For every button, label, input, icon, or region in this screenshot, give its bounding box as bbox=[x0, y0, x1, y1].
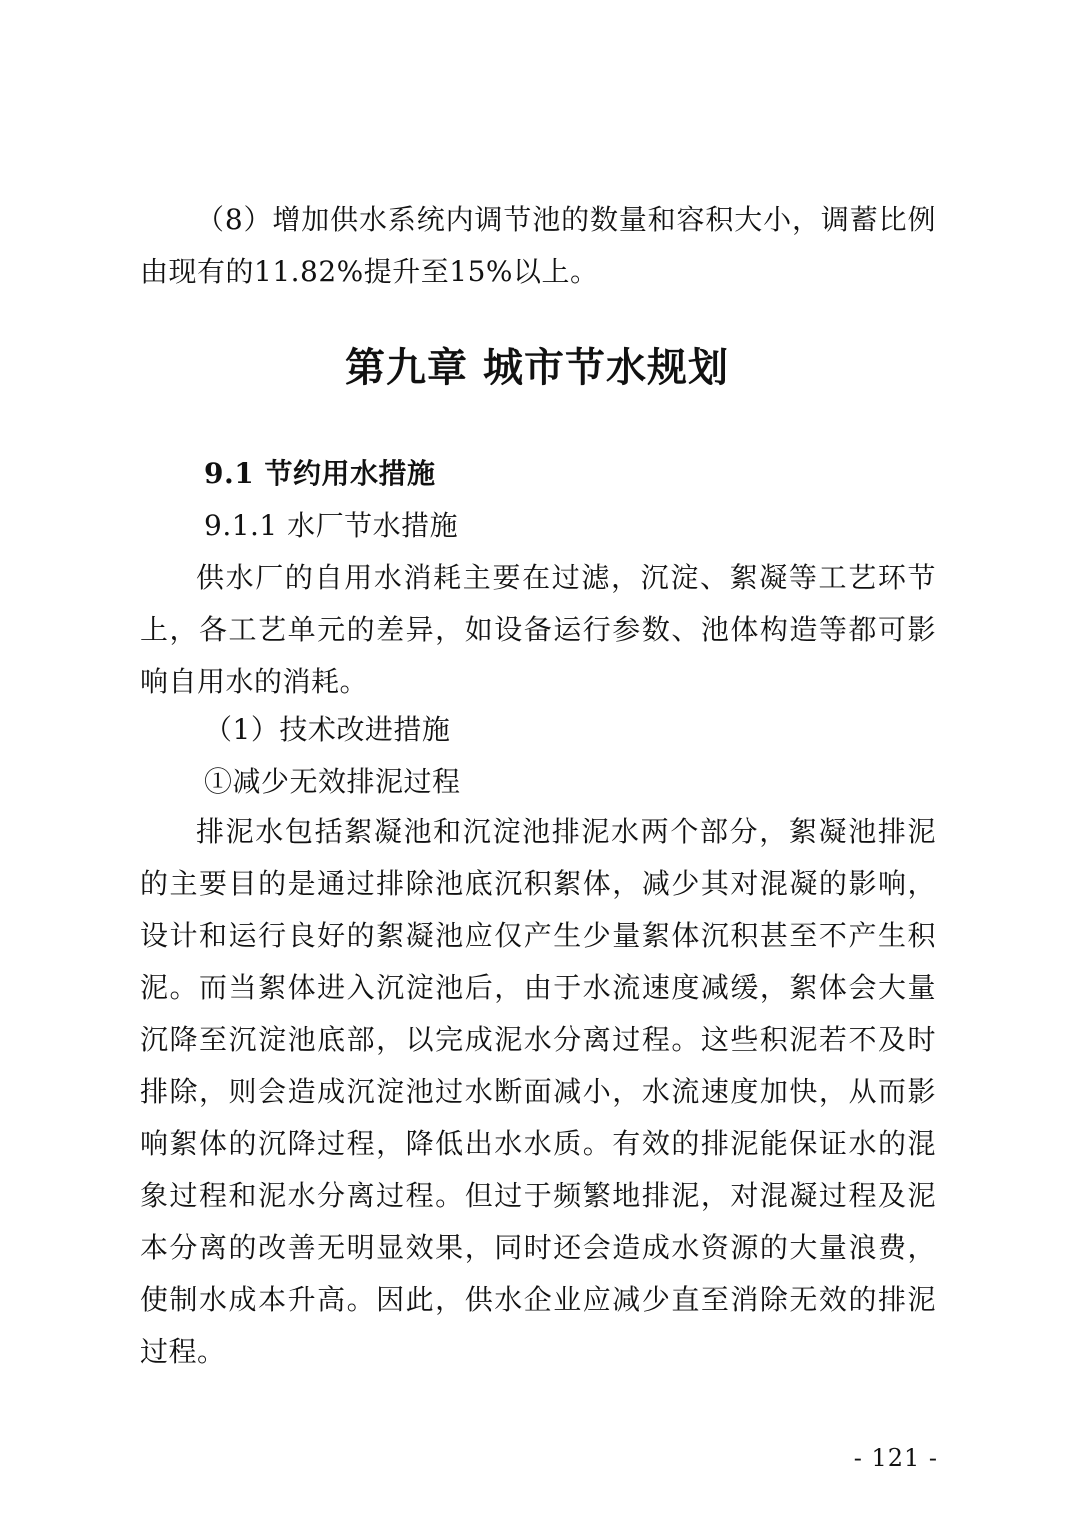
chapter-title: 第九章 城市节水规划 bbox=[345, 344, 729, 391]
section-heading: 9.1 节约用水措施 bbox=[204, 457, 436, 490]
subsection-heading: 9.1.1 水厂节水措施 bbox=[204, 509, 459, 542]
item-heading: （1）技术改进措施 bbox=[204, 713, 451, 746]
subitem-heading: ①减少无效排泥过程 bbox=[204, 765, 461, 798]
paragraph-water-plant-consumption: 供水厂的自用水消耗主要在过滤，沉淀、絮凝等工艺环节上，各工艺单元的差异，如设备运行参数、池体构造等都可影响自用水的消耗。 bbox=[140, 561, 936, 698]
paragraph-sludge-discharge: 排泥水包括絮凝池和沉淀池排泥水两个部分，絮凝池排泥的主要目的是通过排除池底沉积絮体，减少其对混凝的影响，设计和运行良好的絮凝池应仅产生少量絮体沉积甚至不产生积泥。而当絮体进入沉淀池后，由于水流速度减缓，絮体会大量沉降至沉淀池底部，以完成泥水分离过程。这些积泥若不及时排除，则会造成沉淀池过水断面减小，水流速度加快，从而影响絮体的沉降过程，降低出水水质。有效的排泥能保证水的混象过程和泥水分离过程。但过于频繁地排泥，对混凝过程及泥本分离的改善无明显效果，同时还会造成水资源的大量浪费，使制水成本升高。因此，供水企业应减少直至消除无效的排泥过程。 bbox=[140, 815, 936, 1368]
intro-paragraph: （8）增加供水系统内调节池的数量和容积大小，调蓄比例由现有的11.82%提升至15%以上。 bbox=[140, 203, 936, 288]
page-number: - 121 - bbox=[853, 1444, 938, 1472]
